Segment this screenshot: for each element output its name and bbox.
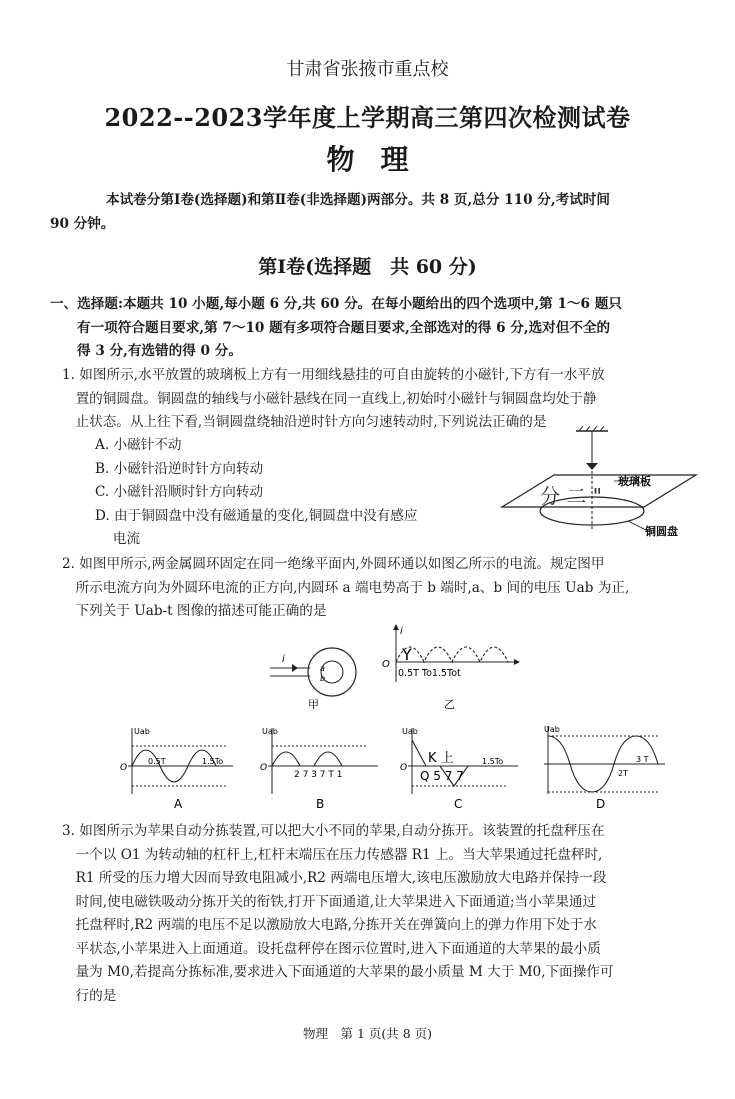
- ticks-c: Q 5 7 7: [420, 769, 464, 783]
- graph-b: [258, 724, 383, 812]
- origin-b: O: [260, 763, 268, 773]
- q1-figure: [500, 425, 700, 540]
- q3-line: R1 所受的压力增大因而导致电阻减小,R2 两端电压增大,该电压激励放大电路并保持一段: [62, 870, 607, 886]
- q3-line: 行的是: [62, 987, 117, 1004]
- ticks-a-right: 1.5To: [202, 757, 224, 766]
- y-arrow-icon: [393, 624, 399, 630]
- label-a: a: [320, 664, 325, 673]
- glass-label: 玻璃板: [618, 475, 651, 488]
- q2-line: 所示电流方向为外圆环电流的正方向,内圆环 a 端电势高于 b 端时,a、b 间的电压 Uab 为正,: [62, 579, 630, 596]
- ylabel-d: Uab: [544, 725, 560, 734]
- label-Y: Y: [402, 645, 412, 664]
- exam-intro: [50, 189, 683, 236]
- page-footer: 物理 第 1 页(共 8 页): [302, 1026, 433, 1041]
- q3-line: 3. 如图所示为苹果自动分拣装置,可以把大小不同的苹果,自动分拣开。该装置的托盘秤压在: [62, 823, 605, 839]
- current-arrow-icon: [292, 664, 298, 672]
- origin-c: O: [400, 763, 408, 773]
- q1-options: [95, 434, 515, 552]
- mark-c: K 上: [428, 751, 454, 766]
- instruction-line: 一、选择题:本题共 10 小题,每小题 6 分,共 60 分。在每小题给出的四个选项中,第 1～6 题只: [50, 296, 622, 312]
- ylabel-b: Uab: [262, 727, 278, 736]
- ylabel-a: Uab: [134, 727, 150, 736]
- figure-jia: [270, 640, 370, 715]
- origin-a: O: [120, 763, 128, 773]
- ticks-c-right: 1.5To: [482, 757, 504, 766]
- letter-a: A: [174, 797, 183, 811]
- q1-line: 止状态。从上往下看,当铜圆盘绕轴沿逆时针方向匀速转动时,下列说法正确的是: [62, 414, 547, 430]
- q1-option-c: C. 小磁针沿顺时针方向转动: [95, 484, 264, 500]
- question-2: [62, 553, 687, 624]
- letter-b: B: [316, 797, 325, 811]
- intro-line: 90 分钟。: [50, 215, 115, 232]
- q2-line: 2. 如图甲所示,两金属圆环固定在同一绝缘平面内,外圆环通以如图乙所示的电流。规定图甲: [62, 556, 605, 572]
- x-arrow-icon: [514, 659, 520, 665]
- caption-jia: 甲: [308, 698, 319, 711]
- q3-line: 托盘秤时,R2 两端的电压不足以激励放大电路,分拣开关在弹簧向上的弹力作用下处于水: [62, 917, 597, 933]
- caption-yi: 乙: [444, 698, 455, 711]
- ticks-d-mid: 2T: [618, 769, 628, 778]
- q3-line: 一个以 O1 为转动轴的杠杆上,杠杆末端压在压力传感器 R1 上。当大苹果通过托盘秤时,: [62, 846, 603, 863]
- q3-line: 平状态,小苹果进入上面通道。设托盘秤停在图示位置时,进入下面通道的大苹果的最小质: [62, 940, 601, 957]
- section-title: 第Ⅰ卷(选择题 共 60 分): [258, 256, 477, 278]
- graph-c: [398, 724, 523, 812]
- label-O: O: [382, 659, 390, 670]
- letter-d: D: [596, 797, 606, 811]
- outer-ring: [308, 648, 356, 696]
- q1-option-b: B. 小磁针沿逆时针方向转动: [95, 460, 264, 477]
- ceiling-mount: [576, 426, 608, 431]
- subject-title: 物理: [326, 143, 435, 176]
- q1-option-a: A. 小磁针不动: [95, 437, 182, 453]
- school-name: 甘肃省张掖市重点校: [286, 59, 449, 80]
- ticks-b: 2 7 3 7 T 1: [294, 770, 343, 780]
- label-b: b: [320, 674, 326, 683]
- q1-line: 置的铜圆盘。铜圆盘的轴线与小磁针悬线在同一直线上,初始时小磁针与铜圆盘均处于静: [62, 390, 597, 407]
- part1-instructions: [50, 293, 685, 364]
- q2-line: 下列关于 Uab-t 图像的描述可能正确的是: [62, 603, 327, 619]
- q1-option-d: D. 由于铜圆盘中没有磁通量的变化,铜圆盘中没有感应: [95, 507, 418, 524]
- disc-label: 铜圆盘: [645, 525, 678, 538]
- graph-d: [540, 722, 670, 812]
- compass-needle-icon: [586, 463, 598, 470]
- q1-line: 1. 如图所示,水平放置的玻璃板上方有一用细线悬挂的可自由旋转的小磁针,下方有一水平放: [62, 367, 605, 383]
- yi-ticks: 0.5T To1.5Tot: [398, 668, 461, 679]
- ticks-a-left: 0.5T: [148, 757, 166, 766]
- instruction-line: 得 3 分,有选错的得 0 分。: [77, 343, 242, 359]
- intro-line: 本试卷分第Ⅰ卷(选择题)和第Ⅱ卷(非选择题)两部分。共 8 页,总分 110 分,考试时间: [106, 192, 610, 208]
- figure-yi: [378, 622, 528, 714]
- q3-line: 时间,使电磁铁吸动分拣开关的衔铁,打开下面通道,让大苹果进入下面通道;当小苹果通过: [62, 893, 597, 910]
- ticks-d-right: 3 T: [636, 755, 649, 764]
- exam-title: 2022--2023学年度上学期高三第四次检测试卷: [104, 103, 631, 132]
- curve-b: [272, 752, 356, 766]
- question-3: [62, 820, 692, 1008]
- q3-line: 量为 M0,若提高分拣标准,要求进入下面通道的大苹果的最小质量 M 大于 M0,下面操作可: [62, 964, 614, 980]
- question-1: [62, 364, 687, 435]
- current-wave: [396, 647, 508, 662]
- label-i: i: [400, 626, 403, 637]
- graph-a: [118, 724, 238, 812]
- q1-option-d-cont: 电流: [95, 531, 141, 547]
- ylabel-c: Uab: [402, 727, 418, 736]
- instruction-line: 有一项符合题目要求,第 7～10 题有多项符合题目要求,全部选对的得 6 分,选对但不全的: [77, 319, 611, 336]
- stamp-text: 分 二 ": [540, 484, 602, 508]
- label-i: i: [282, 654, 285, 665]
- letter-c: C: [454, 797, 463, 811]
